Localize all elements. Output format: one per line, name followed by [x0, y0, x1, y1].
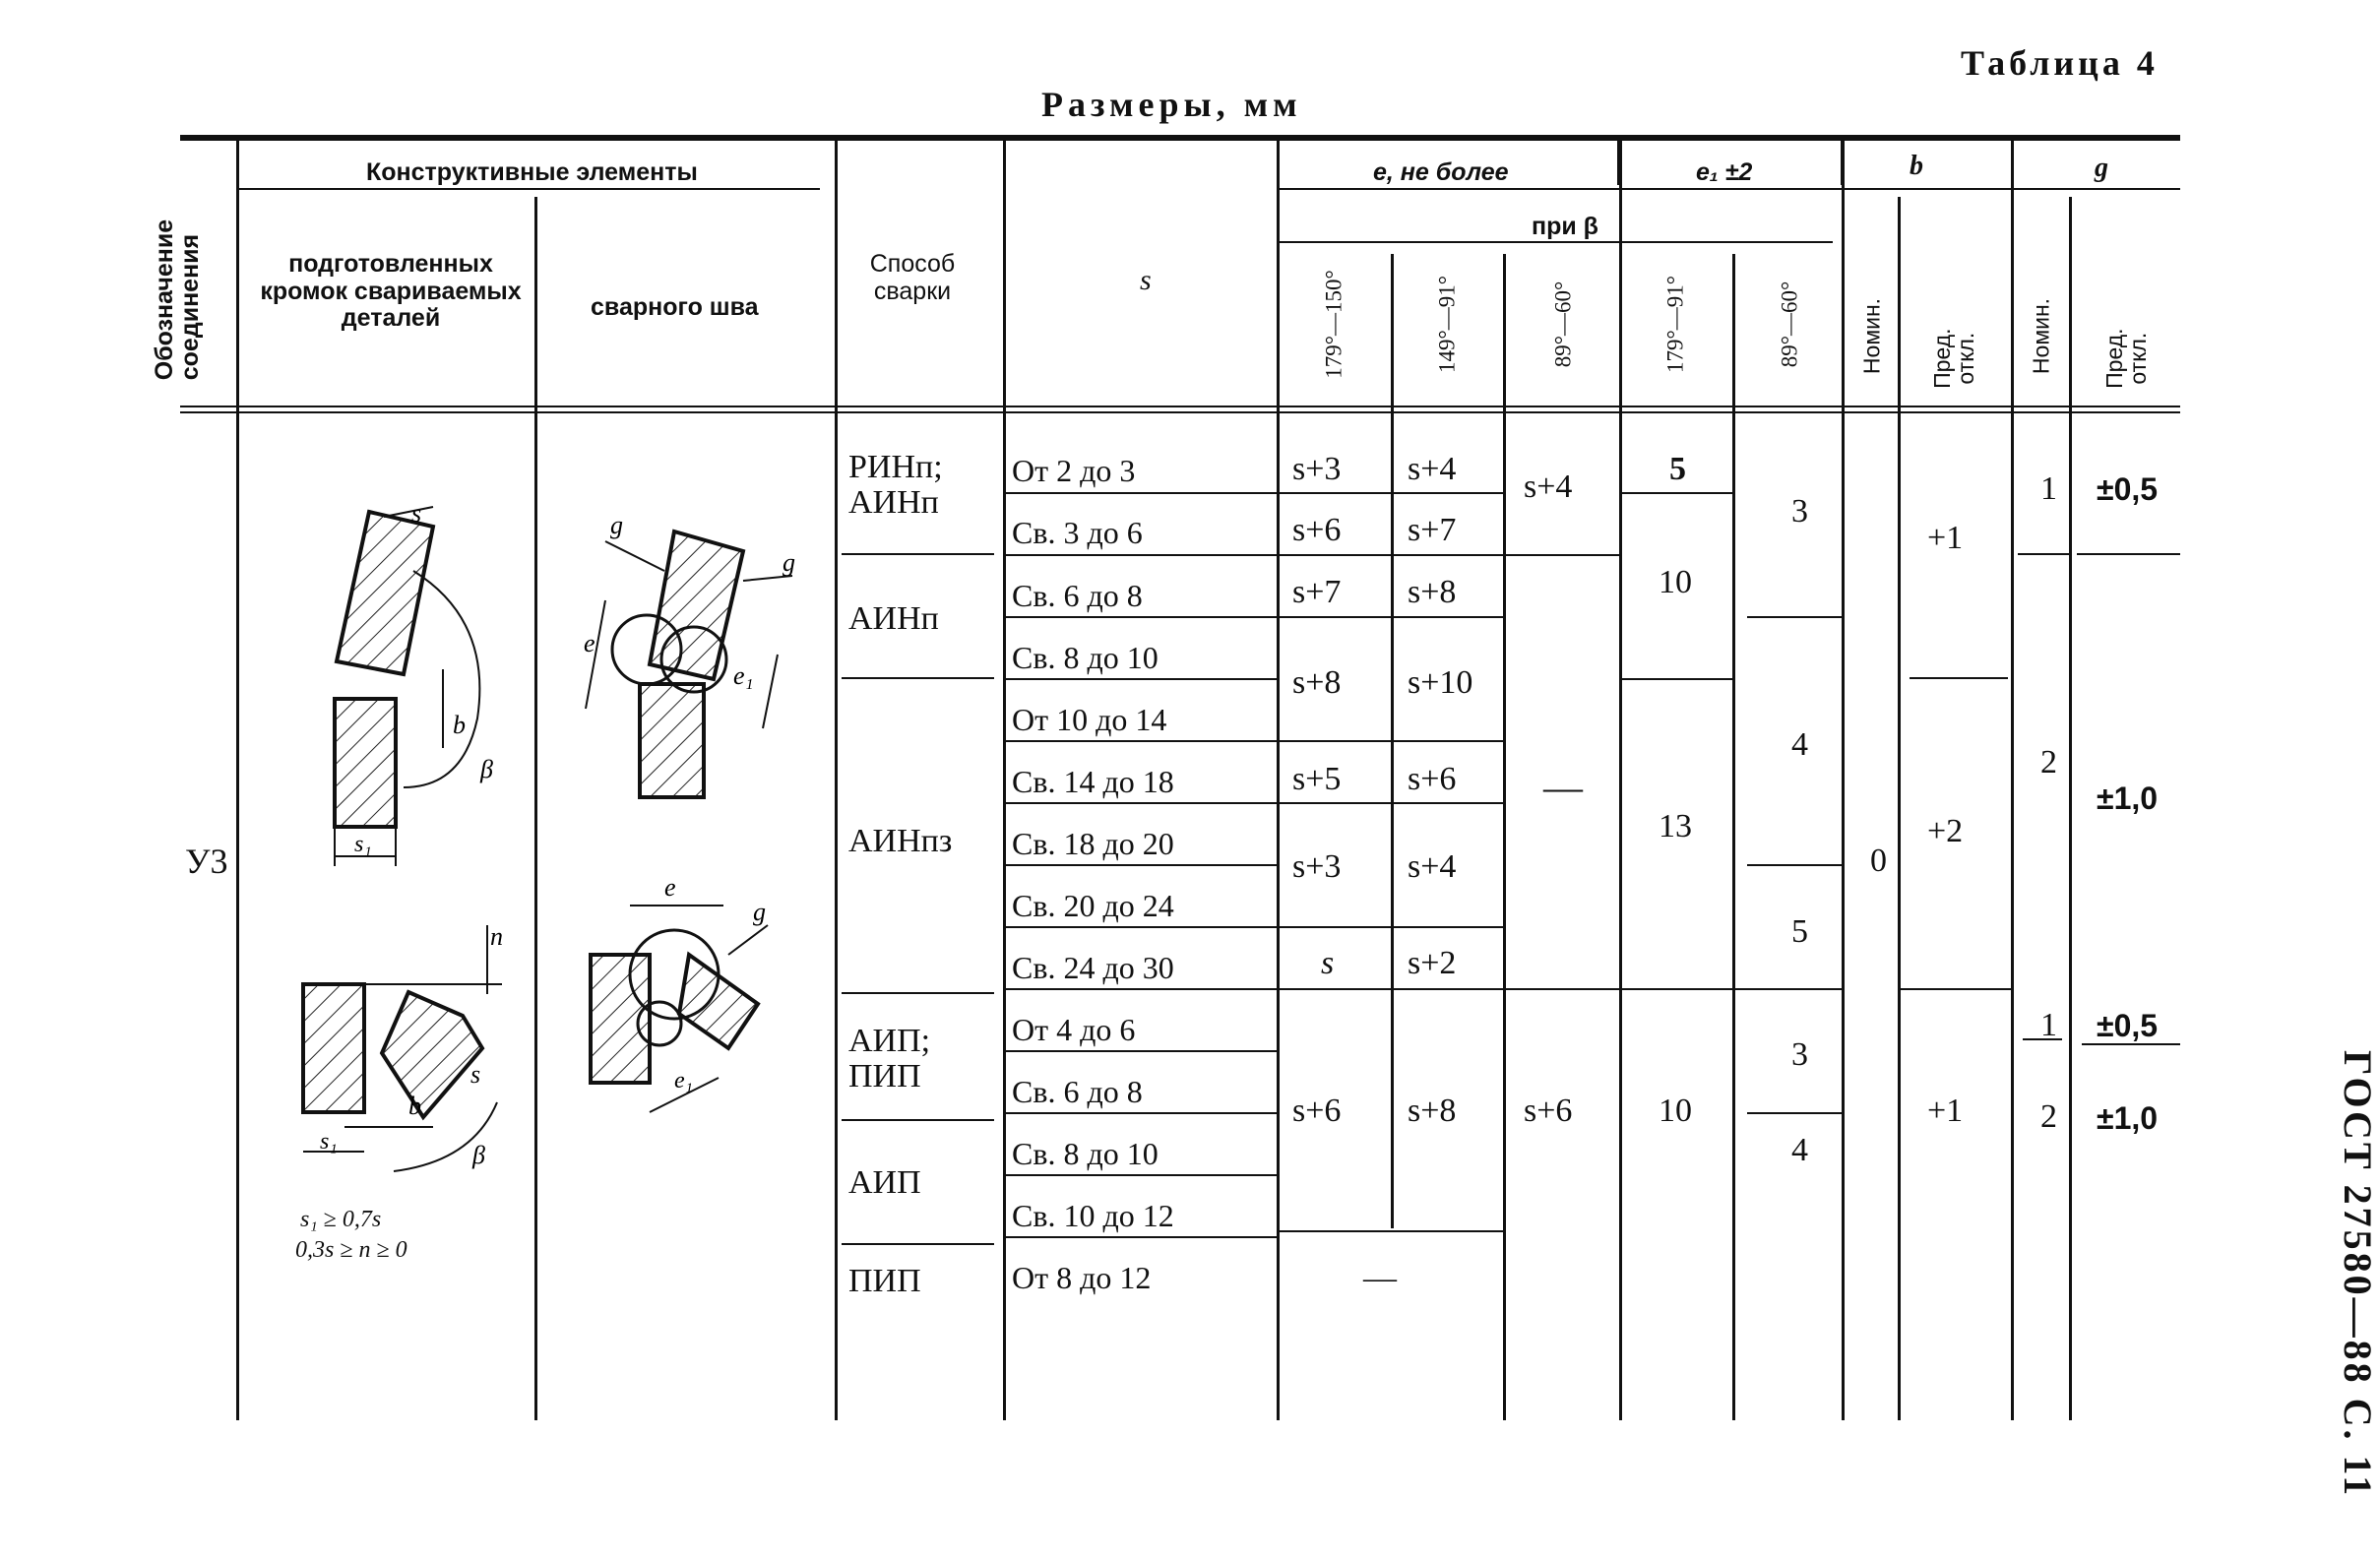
s-range-11: Св. 6 до 8: [1012, 1074, 1143, 1109]
col-line-12: [2011, 141, 2014, 1420]
method-4: АИП; ПИП: [848, 1023, 931, 1094]
e-179-150-4: s+8: [1292, 664, 1342, 701]
e1-89-60-1: 3: [1791, 493, 1808, 530]
s-row-line-8: [1006, 926, 1277, 928]
label-b-upper: b: [453, 711, 466, 739]
label-s-upper: s: [411, 499, 422, 528]
s-range-13: Св. 10 до 12: [1012, 1198, 1174, 1233]
s-row-line-7: [1006, 864, 1277, 866]
e-149-91-1: s+4: [1408, 451, 1457, 487]
group-sep-e1: [1617, 141, 1620, 185]
header-bottom-rule-2: [180, 411, 2180, 413]
method-sep-1: [842, 553, 994, 555]
s-row-line-9: [1006, 988, 1277, 990]
b-group-header: b: [1910, 151, 1923, 181]
e1-179-91-3: 13: [1659, 808, 1692, 844]
e-149-91-6: s+4: [1408, 848, 1457, 885]
e1b-line-1: [1747, 616, 1842, 618]
s-row-line-13: [1006, 1236, 1277, 1238]
b-line-2: [1901, 988, 2011, 990]
s-row-line-6: [1006, 802, 1277, 804]
side-gost-text: ГОСТ 27580—88 С. 11: [2336, 1050, 2380, 1499]
method-sep-3: [842, 992, 994, 994]
method-5: АИП: [848, 1164, 921, 1201]
e1b-line-4: [1747, 1112, 1842, 1114]
label-e1-upper: e₁: [733, 661, 754, 690]
col-line-11: [1898, 197, 1901, 1420]
e1-89-60-2: 4: [1791, 726, 1808, 763]
g-line-2: [2077, 553, 2180, 555]
e-149-91-8: s+8: [1408, 1093, 1457, 1129]
e1-179-91-1: 5: [1669, 451, 1686, 487]
s-range-8: Св. 20 до 24: [1012, 888, 1174, 923]
table-label: Таблица 4: [1961, 43, 2159, 83]
label-g-lower: g: [753, 898, 766, 926]
designation-value: У3: [185, 842, 228, 881]
condition-2: 0,3s ≥ n ≥ 0: [295, 1237, 407, 1263]
e-179-150-6: s+3: [1292, 848, 1342, 885]
condition-1: s₁ ≥ 0,7s: [300, 1207, 382, 1232]
e1-89-60-5: 4: [1791, 1132, 1808, 1168]
e-group-header: e, не более: [1373, 158, 1509, 186]
g-dev-1: ±0,5: [2097, 471, 2159, 507]
s-range-5: От 10 до 14: [1012, 702, 1167, 737]
e1-179-91-2: 10: [1659, 564, 1692, 600]
e1-89-60-4: 3: [1791, 1036, 1808, 1073]
e-179-150-8: s+6: [1292, 1093, 1342, 1129]
header-bottom-rule: [180, 406, 2180, 407]
e-179-150-9: —: [1363, 1260, 1397, 1296]
e-89-60-1: s+4: [1524, 469, 1573, 505]
method-2: АИНп: [848, 600, 939, 637]
s-row-line-1: [1006, 492, 1277, 494]
e-149-91-2: s+7: [1408, 512, 1457, 548]
g-group-header: g: [2095, 153, 2108, 183]
s-range-12: Св. 8 до 10: [1012, 1136, 1159, 1171]
col-line-1: [236, 141, 239, 1420]
e1b-line-2: [1747, 864, 1842, 866]
table-title: Размеры, мм: [1041, 85, 1302, 124]
label-s1-upper: s₁: [354, 832, 372, 857]
e1-89-60-3: 5: [1791, 913, 1808, 950]
method-sep-4: [842, 1119, 994, 1121]
s-range-7: Св. 18 до 20: [1012, 826, 1174, 861]
weld-seam-header: сварного шва: [591, 293, 759, 321]
weld-seam-drawing-upper: [566, 502, 832, 817]
prepared-edges-drawing-lower: [285, 906, 532, 1201]
e-89-60-3: s+6: [1524, 1093, 1573, 1129]
col-line-9: [1732, 254, 1735, 1420]
g-nomin-2: 2: [2040, 744, 2057, 781]
s-range-6: Св. 14 до 18: [1012, 764, 1174, 799]
e1-line-4: [1280, 740, 1504, 742]
e-179-150-3: s+7: [1292, 574, 1342, 610]
g-pred-otkl-header: Пред. откл.: [2100, 328, 2151, 389]
col-line-8: [1619, 141, 1622, 1420]
b-dev-2: +2: [1927, 813, 1964, 849]
e-89-60-2: —: [1543, 765, 1583, 809]
e-179-line-8: [1280, 1230, 1504, 1232]
e-179-150-7: s: [1321, 945, 1335, 981]
e1a-line-3: [1622, 988, 1732, 990]
top-rule: [180, 135, 2180, 141]
s-row-line-11: [1006, 1112, 1277, 1114]
e1a-line-1: [1622, 492, 1732, 494]
label-beta-lower: β: [472, 1141, 485, 1169]
e-179-150-2: s+6: [1292, 512, 1342, 548]
b-nomin-value: 0: [1870, 843, 1887, 879]
group-sep-b: [1841, 141, 1844, 185]
g-line-1: [2018, 553, 2069, 555]
e-group-underline: [1277, 188, 2180, 190]
method-sep-2: [842, 677, 994, 679]
label-e1-lower: e₁: [674, 1068, 693, 1093]
col-line-2: [534, 197, 537, 1420]
col-line-7: [1503, 254, 1506, 1420]
e-149-91-7: s+2: [1408, 945, 1457, 981]
e1-line-7: [1280, 988, 1504, 990]
s-range-3: Св. 6 до 8: [1012, 578, 1143, 613]
s-row-line-3: [1006, 616, 1277, 618]
g-nomin-1: 1: [2040, 470, 2057, 507]
e1a-line-2: [1622, 678, 1732, 680]
e-179-150-1: s+3: [1292, 451, 1342, 487]
col-line-3: [835, 141, 838, 1420]
s-range-14: От 8 до 12: [1012, 1260, 1152, 1295]
method-header: Способ сварки: [869, 250, 956, 305]
method-3: АИНпз: [848, 823, 953, 859]
constructive-underline: [236, 188, 820, 190]
method-6: ПИП: [848, 1263, 921, 1299]
s-row-line-10: [1006, 1050, 1277, 1052]
label-g-upper-left: g: [610, 511, 623, 539]
e-149-91-3: s+8: [1408, 574, 1457, 610]
method-sep-5: [842, 1243, 994, 1245]
e1-line-5: [1280, 802, 1504, 804]
e-149-91-5: s+6: [1408, 761, 1457, 797]
e1-angle-89-60-header: 89°—60°: [1777, 281, 1802, 368]
s-range-4: Св. 8 до 10: [1012, 640, 1159, 675]
s-range-10: От 4 до 6: [1012, 1012, 1136, 1047]
s-row-line-5: [1006, 740, 1277, 742]
angle-89-60-header: 89°—60°: [1550, 281, 1576, 368]
at-beta-underline: [1277, 241, 1833, 243]
g-line-3: [2023, 1038, 2062, 1040]
s-row-line-2: [1006, 554, 1277, 556]
angle-149-91-header: 149°—91°: [1434, 276, 1460, 373]
b-nomin-header: Номин.: [1858, 297, 1885, 375]
label-n: n: [490, 922, 503, 951]
e1-179-91-4: 10: [1659, 1093, 1692, 1129]
s-header: s: [1140, 264, 1152, 296]
g-nomin-3: 1: [2040, 1007, 2057, 1043]
col-line-4: [1003, 141, 1006, 1420]
at-beta-header: при β: [1532, 213, 1598, 240]
constructive-header: Конструктивные элементы: [366, 158, 698, 186]
col-line-10: [1842, 141, 1845, 1420]
g-line-4: [2082, 1043, 2180, 1045]
b-dev-3: +1: [1927, 1093, 1964, 1129]
label-beta-upper: β: [480, 755, 493, 783]
prepared-edges-header: подготовленных кромок свариваемых деталей: [260, 250, 522, 332]
g-dev-4: ±1,0: [2097, 1100, 2159, 1136]
s-row-line-12: [1006, 1174, 1277, 1176]
g-nomin-4: 2: [2040, 1098, 2057, 1135]
b-dev-1: +1: [1927, 520, 1964, 556]
label-e-upper: e: [584, 629, 595, 657]
e1-angle-179-91-header: 179°—91°: [1662, 276, 1688, 373]
e1b-line-3: [1735, 988, 1842, 990]
designation-header: Обозначение соединения: [150, 219, 204, 381]
g-dev-2: ±1,0: [2097, 781, 2159, 816]
e1-group-header: e₁ ±2: [1696, 158, 1753, 186]
weld-seam-drawing-lower: [581, 866, 817, 1122]
label-s-lower: s: [470, 1060, 481, 1089]
s-range-9: Св. 24 до 30: [1012, 950, 1174, 985]
s-range-1: От 2 до 3: [1012, 453, 1136, 488]
g-dev-3: ±0,5: [2097, 1008, 2159, 1043]
s-range-2: Св. 3 до 6: [1012, 515, 1143, 550]
prepared-edges-drawing-upper: [295, 492, 532, 886]
e1-line-1: [1280, 492, 1504, 494]
e1-line-6: [1280, 926, 1504, 928]
e1-line-3: [1280, 616, 1504, 618]
e-179-150-5: s+5: [1292, 761, 1342, 797]
e1-line-2: [1280, 554, 1504, 556]
angle-179-150-header: 179°—150°: [1321, 270, 1347, 379]
e-149-91-4: s+10: [1408, 664, 1473, 701]
label-g-upper-right: g: [783, 548, 795, 577]
label-s1-lower: s₁: [320, 1129, 338, 1155]
col-line-13: [2069, 197, 2072, 1420]
e89-line-1: [1506, 554, 1619, 556]
col-line-5: [1277, 141, 1280, 1420]
g-nomin-header: Номин.: [2028, 297, 2054, 375]
b-line-1: [1910, 677, 2008, 679]
b-pred-otkl-header: Пред. откл.: [1928, 328, 1978, 389]
s-row-line-4: [1006, 678, 1277, 680]
e89-line-2: [1506, 988, 1619, 990]
label-e-lower: e: [664, 873, 676, 902]
method-1: РИНп; АИНп: [848, 449, 943, 521]
label-b-lower: b: [408, 1092, 421, 1120]
